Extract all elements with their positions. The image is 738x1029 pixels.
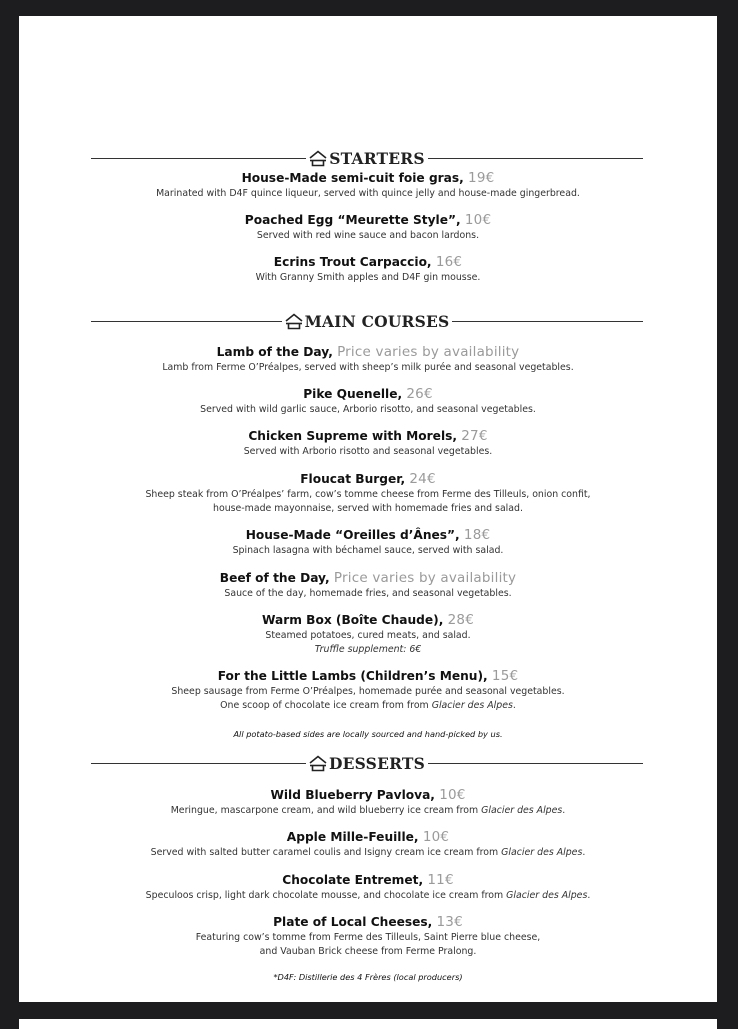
menu-item: [19, 787, 717, 818]
supplier-name: Glacier des Alpes: [431, 700, 513, 711]
divider: [91, 763, 306, 764]
item-price: 13€: [436, 914, 463, 930]
item-name: Poached Egg “Meurette Style”,: [244, 213, 461, 227]
item-description: house-made mayonnaise, served with homemade fries and salad.: [213, 503, 523, 514]
desc-text: Speculoos crisp, light dark chocolate mousse, and chocolate ice cream from: [145, 890, 507, 901]
item-price: 16€: [435, 254, 463, 270]
divider: [428, 158, 643, 159]
item-name: Chocolate Entremet,: [282, 873, 424, 887]
item-description: With Granny Smith apples and D4F gin mousse.: [255, 272, 481, 283]
item-name: Ecrins Trout Carpaccio,: [273, 255, 432, 269]
desc-text: One scoop of chocolate ice cream from from: [220, 700, 432, 711]
divider: [91, 158, 306, 159]
item-description: [19, 804, 717, 818]
item-name: Pike Quenelle,: [303, 387, 403, 401]
section-title: STARTERS: [329, 148, 425, 168]
menu-item: [19, 527, 717, 558]
desc-text: Served with salted butter caramel coulis and Isigny cream ice cream from: [150, 847, 502, 858]
item-price: 26€: [406, 386, 433, 402]
divider: [452, 321, 643, 322]
item-description: Served with wild garlic sauce, Arborio risotto, and seasonal vegetables.: [200, 404, 536, 415]
item-price: 27€: [461, 428, 488, 444]
item-description: Lamb from Ferme O’Préalpes, served with sheep’s milk purée and seasonal vegetables.: [162, 362, 574, 373]
item-name: For the Little Lambs (Children’s Menu),: [217, 669, 488, 683]
item-description: [19, 846, 717, 860]
chalet-icon: [285, 313, 303, 330]
menu-item: [19, 570, 717, 601]
item-description: Spinach lasagna with béchamel sauce, served with salad.: [232, 545, 504, 556]
menu-item: [19, 428, 717, 459]
item-price: Price varies by availability: [337, 344, 520, 360]
menu-page: [19, 16, 717, 1002]
item-description: Sheep sausage from Ferme O’Préalpes, homemade purée and seasonal vegetables.: [171, 686, 565, 697]
item-price: 15€: [491, 668, 519, 684]
sides-note: All potato-based sides are locally sourced and hand-picked by us.: [233, 729, 503, 739]
item-description: Served with red wine sauce and bacon lardons.: [256, 230, 480, 241]
item-price: 10€: [464, 212, 492, 228]
supplement-note: Truffle supplement: 6€: [314, 644, 422, 655]
menu-item: [19, 386, 717, 417]
section-header-main-courses: [91, 309, 643, 333]
item-name: Plate of Local Cheeses,: [273, 915, 433, 929]
section-header-desserts: [91, 751, 643, 775]
item-description: Featuring cow’s tomme from Ferme des Tilleuls, Saint Pierre blue cheese,: [195, 932, 541, 943]
next-page-edge: [19, 1019, 717, 1029]
menu-item: [19, 914, 717, 959]
item-name: Wild Blueberry Pavlova,: [270, 788, 435, 802]
section-title: DESSERTS: [328, 753, 426, 773]
desc-text: .: [512, 700, 516, 711]
desc-text: Meringue, mascarpone cream, and wild blueberry ice cream from: [170, 805, 482, 816]
divider: [91, 321, 282, 322]
menu-item: [19, 254, 717, 285]
item-price: 28€: [447, 612, 475, 628]
item-name: Warm Box (Boîte Chaude),: [261, 613, 444, 627]
item-price: 11€: [427, 872, 454, 888]
menu-item: [19, 668, 717, 713]
item-description: and Vauban Brick cheese from Ferme Pralong.: [259, 946, 477, 957]
item-description: Marinated with D4F quince liqueur, served with quince jelly and house-made gingerbread.: [156, 188, 580, 199]
item-price: 19€: [468, 170, 495, 186]
chalet-icon: [309, 755, 327, 772]
item-name: Floucat Burger,: [300, 472, 406, 486]
item-description: [19, 643, 717, 657]
item-description: Served with Arborio risotto and seasonal vegetables.: [243, 446, 493, 457]
menu-item: [19, 612, 717, 657]
item-name: Beef of the Day,: [219, 571, 330, 585]
item-price: 18€: [463, 527, 491, 543]
item-description: [19, 699, 717, 713]
supplier-name: Glacier des Alpes: [501, 847, 583, 858]
item-description: [19, 889, 717, 903]
supplier-name: Glacier des Alpes: [506, 890, 588, 901]
item-name: Chicken Supreme with Morels,: [248, 429, 458, 443]
section-header-starters: [91, 146, 643, 170]
item-name: Lamb of the Day,: [216, 345, 333, 359]
item-price: 24€: [409, 471, 436, 487]
section-title: MAIN COURSES: [304, 311, 450, 331]
supplier-name: Glacier des Alpes: [481, 805, 563, 816]
chalet-icon: [309, 150, 327, 167]
desc-text: .: [562, 805, 566, 816]
menu-item: [19, 471, 717, 516]
desc-text: .: [582, 847, 586, 858]
menu-item: [19, 872, 717, 903]
item-description: Sauce of the day, homemade fries, and seasonal vegetables.: [224, 588, 512, 599]
item-description: Steamed potatoes, cured meats, and salad.: [265, 630, 471, 641]
menu-item: [19, 829, 717, 860]
menu-item: [19, 170, 717, 201]
item-name: House-Made “Oreilles d’Ânes”,: [245, 528, 460, 542]
divider: [428, 763, 643, 764]
item-price: 10€: [439, 787, 466, 803]
item-description: Sheep steak from O’Préalpes’ farm, cow’s tomme cheese from Ferme des Tilleuls, onion confit,: [145, 489, 591, 500]
item-price: Price varies by availability: [333, 570, 517, 586]
desc-text: .: [587, 890, 591, 901]
menu-item: [19, 344, 717, 375]
footnote: *D4F: Distillerie des 4 Frères (local producers): [273, 972, 463, 982]
item-name: Apple Mille-Feuille,: [286, 830, 419, 844]
item-name: House-Made semi-cuit foie gras,: [241, 171, 464, 185]
item-price: 10€: [422, 829, 450, 845]
menu-item: [19, 212, 717, 243]
